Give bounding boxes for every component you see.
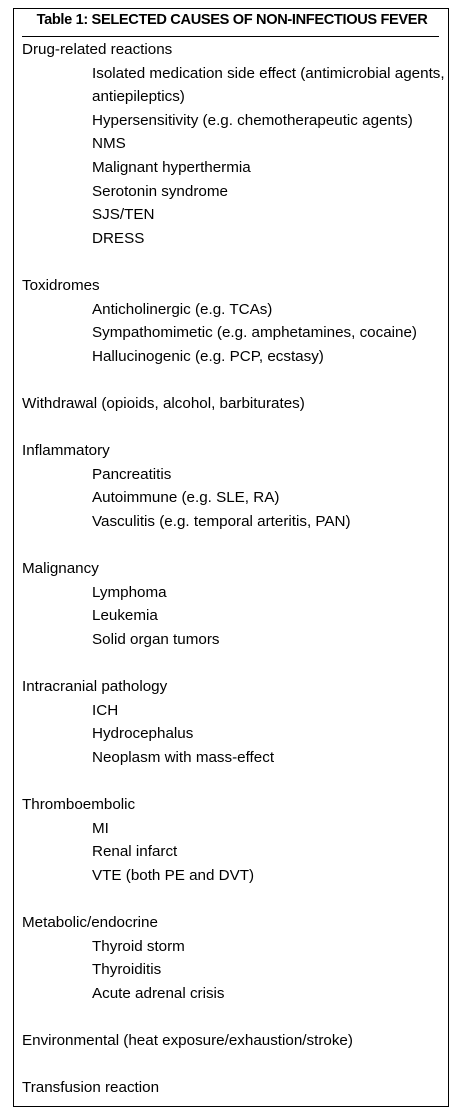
table-title: Table 1: SELECTED CAUSES OF NON-INFECTIOUS FEVER [36, 12, 428, 28]
list-item: Lymphoma [92, 583, 167, 601]
section-malignancy [22, 557, 442, 651]
list-item: VTE (both PE and DVT) [92, 866, 255, 884]
table-body [22, 38, 445, 1100]
list-item: Thyroid storm [92, 937, 185, 955]
section-withdrawal [22, 392, 442, 416]
list-item: Solid organ tumors [92, 630, 220, 648]
list-item: DRESS [92, 229, 145, 247]
list-item: Acute adrenal crisis [92, 984, 225, 1002]
list-item: Anticholinergic (e.g. TCAs) [92, 300, 273, 318]
list-item: Leukemia [92, 607, 158, 625]
section-drug-related [22, 38, 445, 250]
section-toxidromes [22, 274, 442, 368]
list-item: Neoplasm with mass-effect [92, 748, 275, 766]
list-item: Renal infarct [92, 843, 178, 861]
list-item: Vasculitis (e.g. temporal arteritis, PAN) [92, 512, 351, 530]
list-item: SJS/TEN [92, 206, 155, 224]
category-heading: Environmental (heat exposure/exhaustion/stroke) [22, 1031, 353, 1049]
list-item: Pancreatitis [92, 465, 172, 483]
section-intracranial [22, 675, 442, 769]
section-inflammatory [22, 439, 442, 533]
list-item: Autoimmune (e.g. SLE, RA) [92, 489, 280, 507]
list-item: Malignant hyperthermia [92, 158, 251, 176]
category-heading: Intracranial pathology [22, 678, 168, 696]
category-heading: Drug-related reactions [22, 41, 173, 58]
list-item: NMS [92, 135, 126, 153]
section-transfusion [22, 1076, 442, 1100]
category-heading: Transfusion reaction [22, 1079, 160, 1097]
list-item: Serotonin syndrome [92, 182, 228, 200]
category-heading: Metabolic/endocrine [22, 913, 158, 931]
section-environmental [22, 1029, 442, 1053]
title-divider [22, 36, 439, 37]
list-item: Thyroiditis [92, 961, 162, 979]
list-item: MI [92, 819, 109, 837]
category-heading: Malignancy [22, 560, 99, 578]
section-metabolic [22, 911, 442, 1005]
list-item: Sympathomimetic (e.g. amphetamines, cocaine) [92, 324, 417, 342]
list-item: Hallucinogenic (e.g. PCP, ecstasy) [92, 347, 324, 365]
category-heading: Withdrawal (opioids, alcohol, barbiturates) [22, 394, 305, 412]
list-item: Isolated medication side effect (antimicrobial agents, antiepileptics) [92, 64, 445, 106]
category-heading: Thromboembolic [22, 796, 136, 813]
list-item: ICH [92, 701, 119, 719]
section-thromboembolic [22, 793, 442, 887]
list-item: Hydrocephalus [92, 725, 194, 743]
category-heading: Inflammatory [22, 442, 110, 460]
list-item: Hypersensitivity (e.g. chemotherapeutic agents) [92, 111, 413, 129]
category-heading: Toxidromes [22, 276, 100, 294]
